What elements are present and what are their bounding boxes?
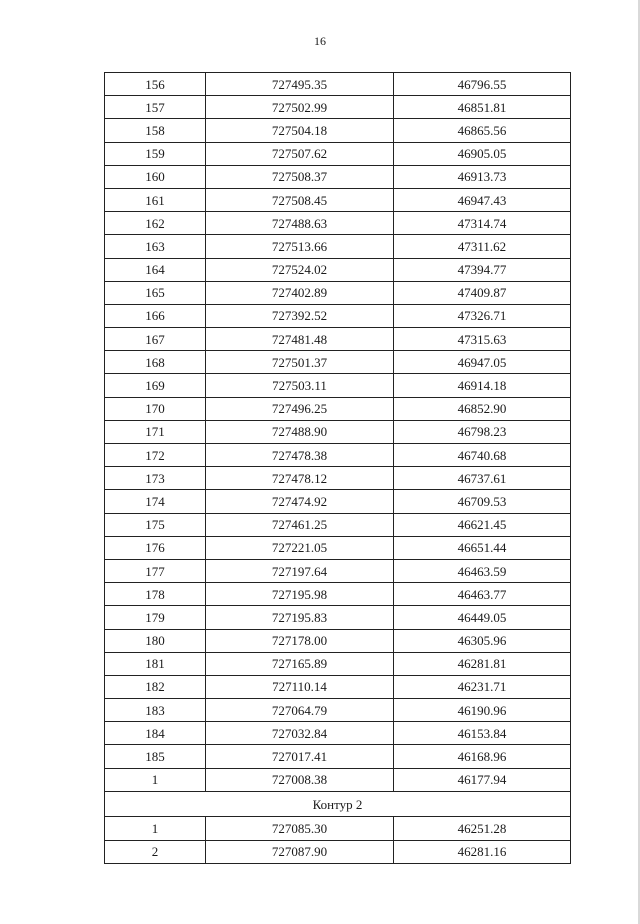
y-coordinate-cell: 47326.71 — [394, 304, 571, 327]
table-row — [105, 374, 571, 397]
point-number-cell: 162 — [105, 212, 206, 235]
x-coordinate-cell: 727110.14 — [206, 675, 394, 698]
x-coordinate-cell: 727488.90 — [206, 420, 394, 443]
x-coordinate-cell: 727496.25 — [206, 397, 394, 420]
table-row — [105, 351, 571, 374]
section-title: Контур 2 — [105, 791, 571, 817]
point-number-cell: 161 — [105, 188, 206, 211]
point-number-cell: 185 — [105, 745, 206, 768]
x-coordinate-cell: 727008.38 — [206, 768, 394, 791]
y-coordinate-cell: 46740.68 — [394, 444, 571, 467]
y-coordinate-cell: 46463.59 — [394, 559, 571, 582]
table-row — [105, 467, 571, 490]
point-number-cell: 176 — [105, 536, 206, 559]
point-number-cell: 181 — [105, 652, 206, 675]
table-row — [105, 420, 571, 443]
y-coordinate-cell: 46281.81 — [394, 652, 571, 675]
table-row — [105, 165, 571, 188]
point-number-cell: 156 — [105, 73, 206, 96]
x-coordinate-cell: 727064.79 — [206, 699, 394, 722]
table-row — [105, 188, 571, 211]
y-coordinate-cell: 47394.77 — [394, 258, 571, 281]
x-coordinate-cell: 727017.41 — [206, 745, 394, 768]
y-coordinate-cell: 46449.05 — [394, 606, 571, 629]
y-coordinate-cell: 47409.87 — [394, 281, 571, 304]
coordinates-table — [104, 72, 571, 864]
y-coordinate-cell: 46852.90 — [394, 397, 571, 420]
x-coordinate-cell: 727461.25 — [206, 513, 394, 536]
x-coordinate-cell: 727474.92 — [206, 490, 394, 513]
x-coordinate-cell: 727221.05 — [206, 536, 394, 559]
point-number-cell: 179 — [105, 606, 206, 629]
y-coordinate-cell: 46709.53 — [394, 490, 571, 513]
y-coordinate-cell: 46153.84 — [394, 722, 571, 745]
section-row — [105, 791, 571, 817]
point-number-cell: 177 — [105, 559, 206, 582]
y-coordinate-cell: 46305.96 — [394, 629, 571, 652]
table-row — [105, 119, 571, 142]
table-row — [105, 142, 571, 165]
x-coordinate-cell: 727195.98 — [206, 583, 394, 606]
x-coordinate-cell: 727178.00 — [206, 629, 394, 652]
coordinates-table-body — [105, 73, 571, 864]
point-number-cell: 182 — [105, 675, 206, 698]
x-coordinate-cell: 727507.62 — [206, 142, 394, 165]
table-row — [105, 513, 571, 536]
point-number-cell: 165 — [105, 281, 206, 304]
point-number-cell: 160 — [105, 165, 206, 188]
x-coordinate-cell: 727502.99 — [206, 96, 394, 119]
point-number-cell: 178 — [105, 583, 206, 606]
y-coordinate-cell: 46851.81 — [394, 96, 571, 119]
table-row — [105, 699, 571, 722]
y-coordinate-cell: 46913.73 — [394, 165, 571, 188]
point-number-cell: 164 — [105, 258, 206, 281]
x-coordinate-cell: 727085.30 — [206, 817, 394, 840]
x-coordinate-cell: 727087.90 — [206, 840, 394, 863]
table-row — [105, 722, 571, 745]
x-coordinate-cell: 727478.12 — [206, 467, 394, 490]
table-row — [105, 745, 571, 768]
y-coordinate-cell: 46621.45 — [394, 513, 571, 536]
y-coordinate-cell: 46190.96 — [394, 699, 571, 722]
point-number-cell: 171 — [105, 420, 206, 443]
x-coordinate-cell: 727508.37 — [206, 165, 394, 188]
x-coordinate-cell: 727481.48 — [206, 328, 394, 351]
table-row — [105, 96, 571, 119]
point-number-cell: 180 — [105, 629, 206, 652]
x-coordinate-cell: 727524.02 — [206, 258, 394, 281]
table-row — [105, 629, 571, 652]
table-row — [105, 817, 571, 840]
table-row — [105, 258, 571, 281]
point-number-cell: 174 — [105, 490, 206, 513]
y-coordinate-cell: 46865.56 — [394, 119, 571, 142]
point-number-cell: 184 — [105, 722, 206, 745]
y-coordinate-cell: 46651.44 — [394, 536, 571, 559]
point-number-cell: 170 — [105, 397, 206, 420]
table-row — [105, 281, 571, 304]
x-coordinate-cell: 727495.35 — [206, 73, 394, 96]
table-row — [105, 768, 571, 791]
point-number-cell: 169 — [105, 374, 206, 397]
x-coordinate-cell: 727402.89 — [206, 281, 394, 304]
x-coordinate-cell: 727032.84 — [206, 722, 394, 745]
x-coordinate-cell: 727195.83 — [206, 606, 394, 629]
point-number-cell: 167 — [105, 328, 206, 351]
y-coordinate-cell: 46798.23 — [394, 420, 571, 443]
y-coordinate-cell: 46463.77 — [394, 583, 571, 606]
table-row — [105, 559, 571, 582]
table-row — [105, 73, 571, 96]
page-number: 16 — [314, 34, 326, 48]
table-row — [105, 444, 571, 467]
point-number-cell: 1 — [105, 817, 206, 840]
y-coordinate-cell: 46796.55 — [394, 73, 571, 96]
table-row — [105, 328, 571, 351]
y-coordinate-cell: 47311.62 — [394, 235, 571, 258]
x-coordinate-cell: 727165.89 — [206, 652, 394, 675]
point-number-cell: 168 — [105, 351, 206, 374]
point-number-cell: 159 — [105, 142, 206, 165]
table-row — [105, 675, 571, 698]
table-row — [105, 490, 571, 513]
table-row — [105, 304, 571, 327]
table-row — [105, 235, 571, 258]
table-row — [105, 397, 571, 420]
x-coordinate-cell: 727513.66 — [206, 235, 394, 258]
table-row — [105, 536, 571, 559]
y-coordinate-cell: 46947.43 — [394, 188, 571, 211]
y-coordinate-cell: 46947.05 — [394, 351, 571, 374]
point-number-cell: 163 — [105, 235, 206, 258]
point-number-cell: 2 — [105, 840, 206, 863]
point-number-cell: 175 — [105, 513, 206, 536]
x-coordinate-cell: 727501.37 — [206, 351, 394, 374]
y-coordinate-cell: 46914.18 — [394, 374, 571, 397]
y-coordinate-cell: 46177.94 — [394, 768, 571, 791]
point-number-cell: 183 — [105, 699, 206, 722]
y-coordinate-cell: 46168.96 — [394, 745, 571, 768]
table-row — [105, 212, 571, 235]
table-row — [105, 840, 571, 863]
point-number-cell: 1 — [105, 768, 206, 791]
table-row — [105, 583, 571, 606]
y-coordinate-cell: 46251.28 — [394, 817, 571, 840]
x-coordinate-cell: 727488.63 — [206, 212, 394, 235]
x-coordinate-cell: 727504.18 — [206, 119, 394, 142]
table-row — [105, 652, 571, 675]
y-coordinate-cell: 47315.63 — [394, 328, 571, 351]
y-coordinate-cell: 46281.16 — [394, 840, 571, 863]
point-number-cell: 172 — [105, 444, 206, 467]
point-number-cell: 157 — [105, 96, 206, 119]
y-coordinate-cell: 46231.71 — [394, 675, 571, 698]
point-number-cell: 173 — [105, 467, 206, 490]
y-coordinate-cell: 46905.05 — [394, 142, 571, 165]
x-coordinate-cell: 727197.64 — [206, 559, 394, 582]
y-coordinate-cell: 47314.74 — [394, 212, 571, 235]
x-coordinate-cell: 727503.11 — [206, 374, 394, 397]
x-coordinate-cell: 727478.38 — [206, 444, 394, 467]
point-number-cell: 158 — [105, 119, 206, 142]
y-coordinate-cell: 46737.61 — [394, 467, 571, 490]
x-coordinate-cell: 727392.52 — [206, 304, 394, 327]
x-coordinate-cell: 727508.45 — [206, 188, 394, 211]
table-row — [105, 606, 571, 629]
point-number-cell: 166 — [105, 304, 206, 327]
